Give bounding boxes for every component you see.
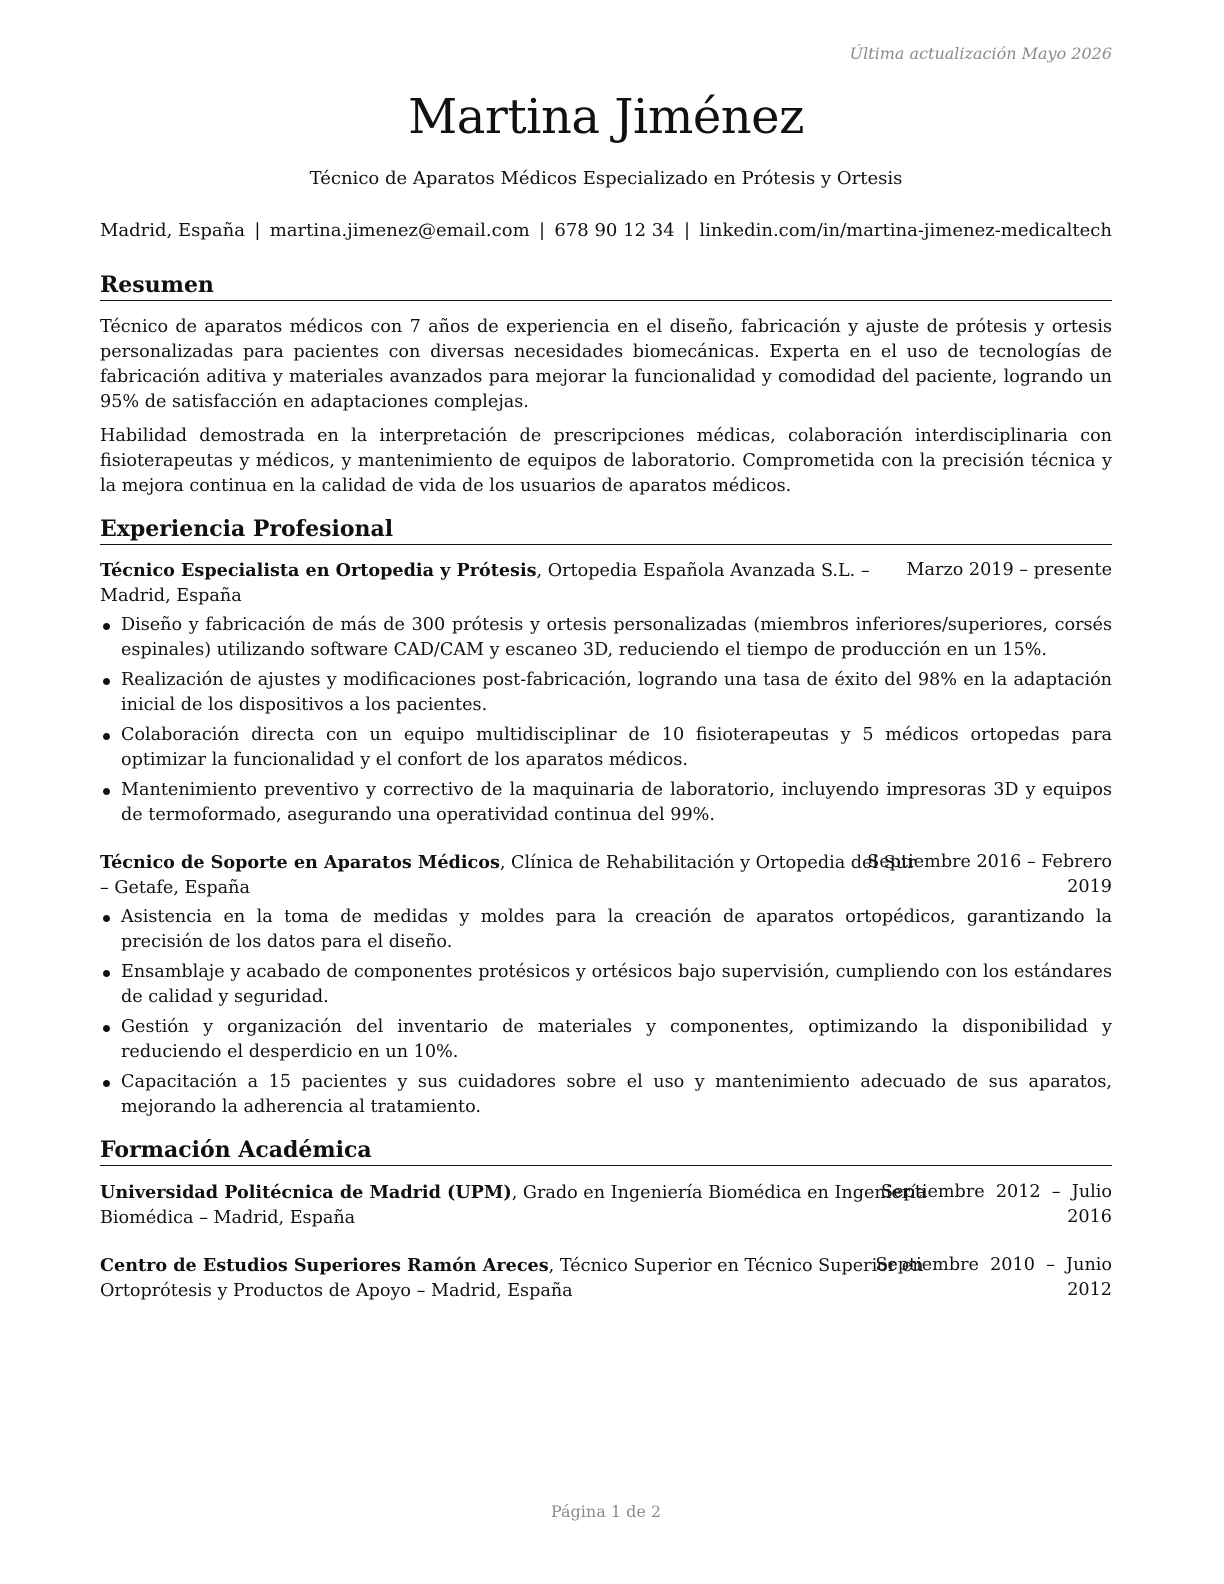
job-dates-end: 2019 (1067, 877, 1112, 897)
summary-paragraph: Habilidad demostrada en la interpretación de prescripciones médicas, colaboración interdisciplinaria con fisioterapeutas y médicos, y mantenimiento de equipos de laboratorio. Comprometida con la precisión técnica y la mejora continua en la calidad de vida de los usuarios de aparatos médicos. (100, 426, 1112, 496)
education-entry (100, 1253, 1112, 1303)
contact-linkedin-link[interactable]: linkedin.com/in/martina-jimenez-medicaltech (699, 220, 1112, 241)
job-header (100, 850, 1112, 900)
job-dates-start: Septiembre 2016 – Febrero (867, 852, 1112, 872)
contact-email-link[interactable]: martina.jimenez@email.com (269, 220, 530, 241)
bullet-text: Diseño y fabricación de más de 300 prótesis y ortesis personalizadas (miembros inferiores/superiores, corsés espinales) utilizando software CAD/CAM y escaneo 3D, reduciendo el tiempo de producción en un 15%. (121, 615, 1112, 660)
job-location: Madrid, España (100, 586, 242, 606)
section-title-summary: Resumen (100, 270, 1112, 301)
bullet-icon (103, 1025, 110, 1032)
bullet-text: Mantenimiento preventivo y correctivo de la maquinaria de laboratorio, incluyendo impresoras 3D y equipos de termoformado, asegurando una operatividad continua del 99%. (121, 780, 1112, 825)
bullet-icon (103, 788, 110, 795)
education-entry (100, 1180, 1112, 1230)
section-title-experience: Experiencia Profesional (100, 514, 1112, 545)
bullet-text: Asistencia en la toma de medidas y moldes para la creación de aparatos ortopédicos, garantizando la precisión de los datos para el diseño. (121, 907, 1112, 952)
bullet-icon (103, 1080, 110, 1087)
education-dates-end: 2012 (1067, 1280, 1112, 1300)
contact-bar (100, 218, 1112, 244)
headline: Técnico de Aparatos Médicos Especializado en Prótesis y Ortesis (309, 168, 903, 189)
bullet-icon (103, 915, 110, 922)
job-company: , Ortopedia Española Avanzada S.L. – (536, 561, 870, 581)
contact-separator: | (683, 220, 691, 241)
job-header (100, 558, 1112, 608)
job-dates-start: Marzo 2019 – presente (906, 560, 1112, 580)
section-title-education: Formación Académica (100, 1135, 1112, 1166)
job-location: – Getafe, España (100, 878, 250, 898)
list-item (100, 778, 1112, 828)
contact-phone: 678 90 12 34 (554, 220, 675, 241)
list-item (100, 1070, 1112, 1120)
education-degree-cont: Ortoprótesis y Productos de Apoyo – Madrid, España (100, 1281, 573, 1301)
education-dates-start: Septiembre 2010 – Junio (875, 1255, 1112, 1275)
job-dates (907, 558, 1112, 583)
job-title-line (100, 850, 915, 901)
job-company: , Clínica de Rehabilitación y Ortopedia del Sur (499, 853, 916, 873)
education-institution: Universidad Politécnica de Madrid (UPM) (100, 1182, 512, 1203)
education-degree-cont: Biomédica – Madrid, España (100, 1208, 356, 1228)
bullet-text: Capacitación a 15 pacientes y sus cuidadores sobre el uso y mantenimiento adecuado de sus aparatos, mejorando la adherencia al tratamiento. (121, 1072, 1112, 1117)
education-degree: , Grado en Ingeniería Biomédica en Ingeniería (511, 1183, 927, 1203)
job-title-line (100, 558, 870, 609)
bullet-icon (103, 623, 110, 630)
list-item (100, 960, 1112, 1010)
job-role: Técnico de Soporte en Aparatos Médicos (100, 852, 500, 873)
education-dates-start: Septiembre 2012 – Julio (881, 1182, 1112, 1202)
contact-separator: | (538, 220, 546, 241)
list-item (100, 723, 1112, 773)
list-item (100, 613, 1112, 663)
page-number: Página 1 de 2 (550, 1502, 662, 1521)
education-dates-end: 2016 (1067, 1207, 1112, 1227)
last-updated: Última actualización Mayo 2026 (849, 44, 1112, 63)
education-degree: , Técnico Superior en Técnico Superior en (548, 1256, 924, 1276)
job-bullet-list (100, 905, 1112, 1125)
job-role: Técnico Especialista en Ortopedia y Prótesis (100, 560, 537, 581)
contact-separator: | (254, 220, 261, 241)
bullet-text: Realización de ajustes y modificaciones post-fabricación, logrando una tasa de éxito del 98% en la adaptación inicial de los dispositivos a los pacientes. (121, 670, 1112, 715)
resume-page (100, 0, 1112, 1584)
bullet-text: Ensamblaje y acabado de componentes protésicos y ortésicos bajo supervisión, cumpliendo con los estándares de calidad y seguridad. (121, 962, 1112, 1007)
list-item (100, 1015, 1112, 1065)
bullet-icon (103, 970, 110, 977)
list-item (100, 905, 1112, 955)
bullet-text: Colaboración directa con un equipo multidisciplinar de 10 fisioterapeutas y 5 médicos ortopedas para optimizar la funcionalidad y el confort de los aparatos médicos. (121, 725, 1112, 770)
education-institution: Centro de Estudios Superiores Ramón Areces (100, 1255, 549, 1276)
job-dates (867, 850, 1112, 900)
education-dates (881, 1180, 1112, 1230)
summary-paragraph: Técnico de aparatos médicos con 7 años de experiencia en el diseño, fabricación y ajuste de prótesis y ortesis personalizadas para pacientes con diversas necesidades biomecánicas. Experta en el uso de tecnologías de fabricación aditiva y materiales avanzados para mejorar la funcionalidad y comodidad del paciente, logrando un 95% de satisfacción en adaptaciones complejas. (100, 317, 1112, 412)
bullet-icon (103, 678, 110, 685)
education-detail (100, 1180, 926, 1231)
bullet-text: Gestión y organización del inventario de materiales y componentes, optimizando la disponibilidad y reduciendo el desperdicio en un 10%. (121, 1017, 1112, 1062)
education-dates (875, 1253, 1112, 1303)
job-bullet-list (100, 613, 1112, 833)
bullet-icon (103, 733, 110, 740)
contact-location: Madrid, España (100, 220, 245, 241)
candidate-name: Martina Jiménez (408, 89, 804, 145)
education-detail (100, 1253, 924, 1304)
list-item (100, 668, 1112, 718)
